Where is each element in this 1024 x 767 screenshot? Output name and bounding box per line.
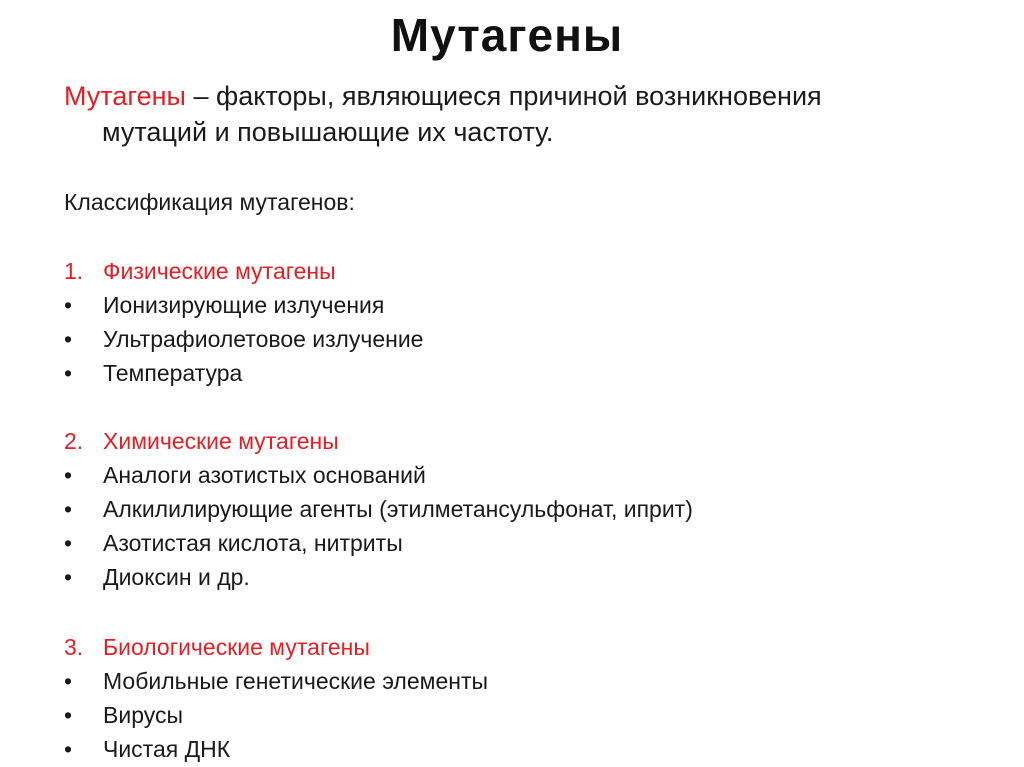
slide-title: Мутагены — [390, 9, 624, 61]
list-item — [64, 492, 984, 526]
bullet-icon: • — [64, 292, 73, 318]
group-heading-row — [64, 424, 984, 458]
definition-text: – факторы, являющиеся причиной возникновения — [185, 81, 822, 111]
group-number: 3. — [64, 634, 84, 660]
list-item-text: Диоксин и др. — [103, 564, 250, 590]
list-item — [64, 560, 984, 594]
list-item — [64, 458, 984, 492]
bullet-icon: • — [64, 736, 73, 762]
definition-text-continued: мутаций и повышающие их частоту. — [102, 117, 554, 147]
list-item-text: Температура — [103, 360, 243, 386]
group-heading: Физические мутагены — [103, 258, 336, 284]
list-item — [64, 356, 984, 390]
list-item-text: Ионизирующие излучения — [103, 292, 385, 318]
group-chemical-mutagens — [64, 424, 984, 594]
bullet-icon: • — [64, 462, 73, 488]
list-item — [64, 322, 984, 356]
definition-paragraph — [64, 78, 984, 150]
bullet-icon: • — [64, 530, 73, 556]
group-heading: Химические мутагены — [103, 428, 339, 454]
group-heading-row — [64, 630, 984, 664]
group-number: 2. — [64, 428, 84, 454]
list-item — [64, 664, 984, 698]
list-item — [64, 698, 984, 732]
list-item-text: Аналоги азотистых оснований — [103, 462, 426, 488]
bullet-icon: • — [64, 702, 73, 728]
group-biological-mutagens — [64, 630, 984, 766]
list-item — [64, 288, 984, 322]
classification-label: Классификация мутагенов: — [64, 189, 355, 215]
group-physical-mutagens — [64, 254, 984, 390]
list-item — [64, 732, 984, 766]
list-item-text: Вирусы — [103, 702, 183, 728]
list-item-text: Азотистая кислота, нитриты — [103, 530, 403, 556]
bullet-icon: • — [64, 668, 73, 694]
list-item-text: Алкилилирующие агенты (этилметансульфонат, иприт) — [103, 496, 693, 522]
bullet-icon: • — [64, 326, 73, 352]
list-item — [64, 526, 984, 560]
bullet-icon: • — [64, 496, 73, 522]
group-heading-row — [64, 254, 984, 288]
list-item-text: Мобильные генетические элементы — [103, 668, 489, 694]
list-item-text: Ультрафиолетовое излучение — [103, 326, 424, 352]
group-heading: Биологические мутагены — [103, 634, 370, 660]
list-item-text: Чистая ДНК — [103, 736, 231, 762]
bullet-icon: • — [64, 564, 73, 590]
definition-term: Мутагены — [64, 81, 186, 111]
group-number: 1. — [64, 258, 84, 284]
bullet-icon: • — [64, 360, 73, 386]
